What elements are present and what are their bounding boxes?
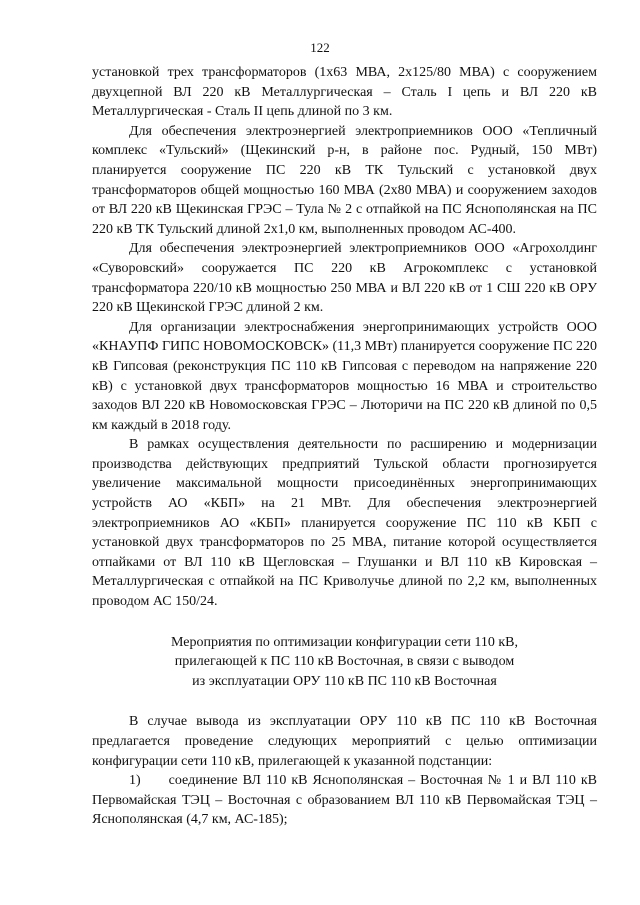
section-heading [92,633,597,692]
spacer [92,691,597,712]
paragraph-knauf-gips: Для организации электроснабжения энергопринимающих устройств ООО «КНАУПФ ГИПС НОВОМОСКОВСК» (11,3 МВт) планируется сооружение ПС 220 кВ Гипсовая (реконструкция ПС 110 кВ Гипсовая с переводом на напряжение 220 кВ) с установкой двух трансформаторов мощностью 16 МВА и строительство заходов ВЛ 220 кВ Новомосковская ГРЭС – Лютоpичи на ПС 220 кВ длиной по 0,5 км каждый в 2018 году. [92,319,597,433]
paragraph-kbp: В рамках осуществления деятельности по расширению и модернизации производства действующих предприятий Тульской области прогнозируется увеличение максимальной мощности присоединённых энергопринимающих устройств АО «КБП» на 21 МВт. Для обеспечения электроэнергией электроприемников АО «КБП» планируется сооружение ПС 110 кВ КБП с установкой двух трансформаторов по 25 МВА, питание которой осуществляется отпайками от ВЛ 110 кВ Щегловская – Глушанки и ВЛ 110 кВ Кировская – Металлургическая с отпайкой на ПС Криволучье длиной по 2,2 км, выполненных проводом АС 150/24. [92,437,597,610]
paragraph-greenhouse-tulsky: Для обеспечения электроэнергией электроприемников ООО «Тепличный комплекс «Тульский» (Щекинский р-н, в районе пос. Рудный, 150 МВт) планируется сооружение ПС 220 кВ ТК Тульский с установкой двух трансформаторов общей мощностью 160 МВА (2x80 МВА) и сооружением заходов от ВЛ 220 кВ Щекинская ГРЭС – Тула № 2 с отпайкой на ПС Яснополянская на ПС 220 кВ ТК Тульский длиной 2x1,0 км, выполненных проводом АС-400. [92,123,597,237]
section-heading-line: Мероприятия по оптимизации конфигурации сети 110 кВ, [170,634,519,650]
section-heading-line: прилегающей к ПС 110 кВ Восточная, в связи с выводом [174,654,515,670]
page-number: 122 [310,40,330,55]
paragraph-transformers-steel: установкой трех трансформаторов (1x63 МВА, 2x125/80 МВА) с сооружением двухцепной ВЛ 220 кВ Металлургическая – Сталь I цепь и ВЛ 220 кВ Металлургическая - Сталь II цепь длиной по 3 км. [92,65,597,120]
paragraph-vostochnaya-intro: В случае вывода из эксплуатации ОРУ 110 кВ ПС 110 кВ Восточная предлагается проведение следующих мероприятий с целью оптимизации конфигурации сети 110 кВ, прилегающей к указанной подстанции: [92,714,597,769]
section-heading-line: из эксплуатации ОРУ 110 кВ ПС 110 кВ Восточная [192,673,497,689]
list-item-1: 1) соединение ВЛ 110 кВ Яснополянская – Восточная № 1 и ВЛ 110 кВ Первомайская ТЭЦ – Восточная с образованием ВЛ 110 кВ Первомайская ТЭЦ – Яснополянская (4,7 км, АС-185); [92,773,597,828]
paragraph-agroholding-suvorovsky: Для обеспечения электроэнергией электроприемников ООО «Агрохолдинг «Суворовский» сооружается ПС 220 кВ Агрокомплекс с установкой трансформатора 220/10 кВ мощностью 250 МВА и ВЛ 220 кВ от 1 СШ 220 кВ ОРУ 220 кВ Щекинской ГРЭС длиной 2 км. [92,241,597,316]
page-body [92,63,597,830]
